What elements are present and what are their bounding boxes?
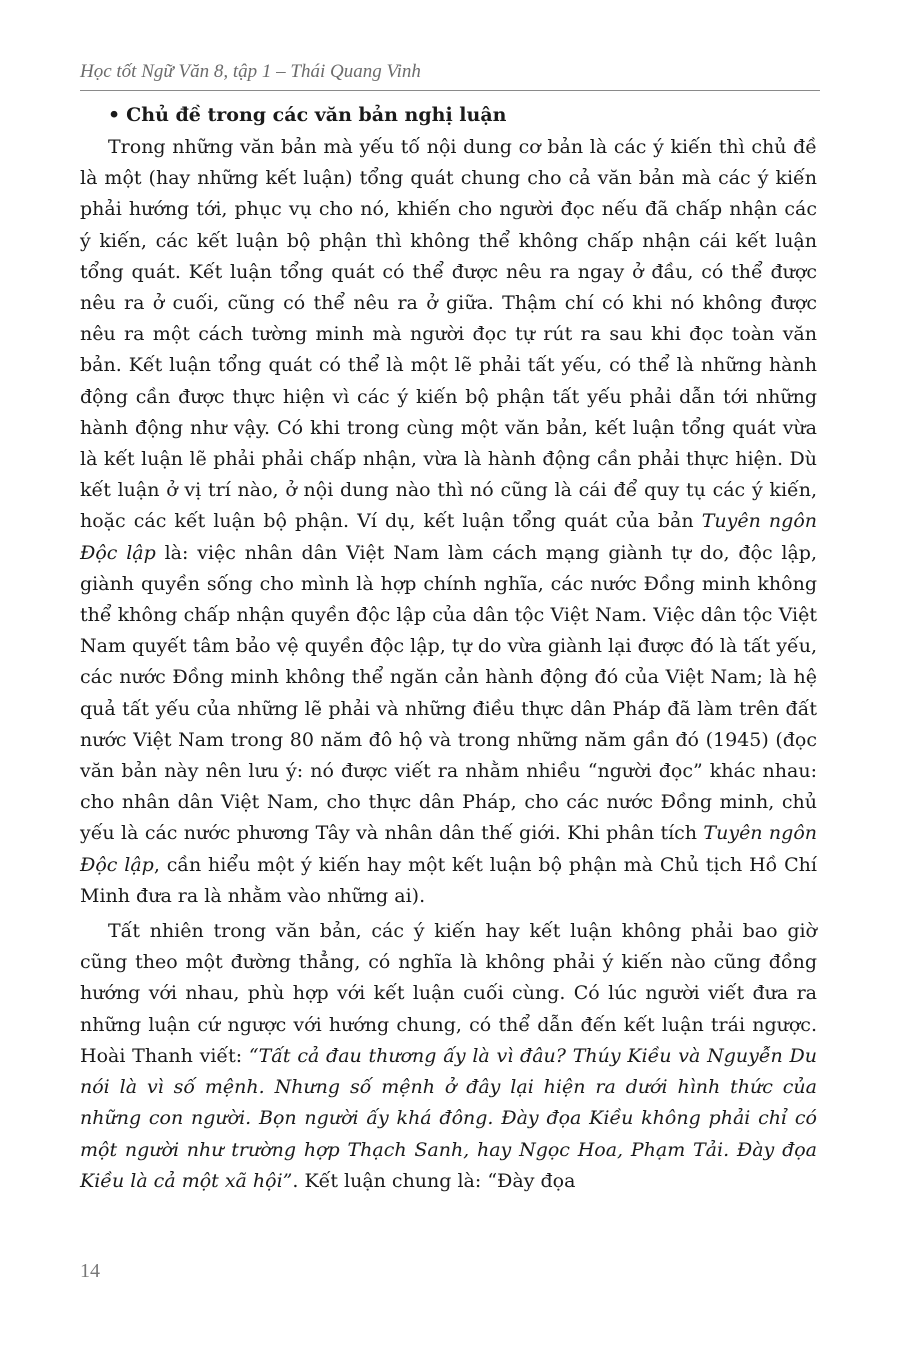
paragraph-1-text-c: , cần hiểu một ý kiến hay một kết luận bộ phận mà Chủ tịch Hồ Chí Minh đưa ra là nhằm vào những ai). <box>80 853 817 907</box>
paragraph-1-italic-title-b: Tuyên ngôn Độc lập <box>80 822 817 876</box>
section-heading-text: Chủ đề trong các văn bản nghị luận <box>126 104 507 126</box>
bullet-icon: • <box>108 104 121 126</box>
paragraph-2 <box>80 916 817 1197</box>
paragraph-2-quote: “Tất cả đau thương ấy là vì đâu? Thúy Kiều và Nguyễn Du nói là vì số mệnh. Nhưng số mệnh ở đây lại hiện ra dưới hình thức của những con người. Bọn người ấy khá đông. Đày đọa Kiều không phải chỉ có một người như trường hợp Thạch Sanh, hay Ngọc Hoa, Phạm Tải. Đày đọa Kiều là cả một xã hội” <box>80 1044 817 1192</box>
paragraph-1-italic-title-a: Tuyên ngôn Độc lập <box>80 510 817 564</box>
page-body <box>80 100 817 1197</box>
page-number: 14 <box>80 1260 100 1282</box>
paragraph-2-text-b: . Kết luận chung là: “Đày đọa <box>292 1169 576 1192</box>
running-header <box>80 60 820 91</box>
running-header-title: Học tốt Ngữ Văn 8, tập 1 – Thái Quang Vinh <box>80 61 421 82</box>
paragraph-2-text-a: Tất nhiên trong văn bản, các ý kiến hay kết luận không phải bao giờ cũng theo một đường thẳng, có nghĩa là không phải ý kiến nào cũng đồng hướng với nhau, phù hợp với kết luận cuối cùng. Có lúc người viết đưa ra những luận cứ ngược với hướng chung, có thể dẫn đến kết luận trái ngược. Hoài Thanh viết: <box>80 920 817 1067</box>
section-heading <box>108 100 817 130</box>
paragraph-1-text-b: là: việc nhân dân Việt Nam làm cách mạng giành tự do, độc lập, giành quyền sống cho mình là hợp chính nghĩa, các nước Đồng minh không thể không chấp nhận quyền độc lập của dân tộc Việt Nam. Việc dân tộc Việt Nam quyết tâm bảo vệ quyền độc lập, tự do vừa giành lại được đó là tất yếu, các nước Đồng minh không thể ngăn cản hành động đó của Việt Nam; là hệ quả tất yếu của những lẽ phải và những điều thực dân Pháp đã làm trên đất nước Việt Nam trong 80 năm đô hộ và trong những năm gần đó (1945) (đọc văn bản này nên lưu ý: nó được viết ra nhằm nhiều “người đọc” khác nhau: cho nhân dân Việt Nam, cho thực dân Pháp, cho các nước Đồng minh, chủ yếu là các nước phương Tây và nhân dân thế giới. Khi phân tích <box>80 541 818 845</box>
paragraph-1-text-a: Trong những văn bản mà yếu tố nội dung cơ bản là các ý kiến thì chủ đề là một (hay những kết luận) tổng quát chung cho cả văn bản mà các ý kiến phải hướng tới, phục vụ cho nó, khiến cho người đọc nếu đã chấp nhận các ý kiến, các kết luận bộ phận thì không thể không chấp nhận cái kết luận tổng quát. Kết luận tổng quát có thể được nêu ra ngay ở đầu, có thể được nêu ra ở cuối, cũng có thể nêu ra ở giữa. Thậm chí có khi nó không được nêu ra một cách tường minh mà người đọc tự rút ra sau khi đọc toàn văn bản. Kết luận tổng quát có thể là một lẽ phải tất yếu, có thể là những hành động cần được thực hiện vì các ý kiến bộ phận tất yếu phải dẫn tới những hành động như vậy. Có khi trong cùng một văn bản, kết luận tổng quát vừa là kết luận lẽ phải phải chấp nhận, vừa là hành động cần phải thực hiện. Dù kết luận ở vị trí nào, ở nội dung nào thì nó cũng là cái để quy tụ các ý kiến, hoặc các kết luận bộ phận. Ví dụ, kết luận tổng quát của bản <box>80 136 817 533</box>
paragraph-1 <box>80 132 817 912</box>
